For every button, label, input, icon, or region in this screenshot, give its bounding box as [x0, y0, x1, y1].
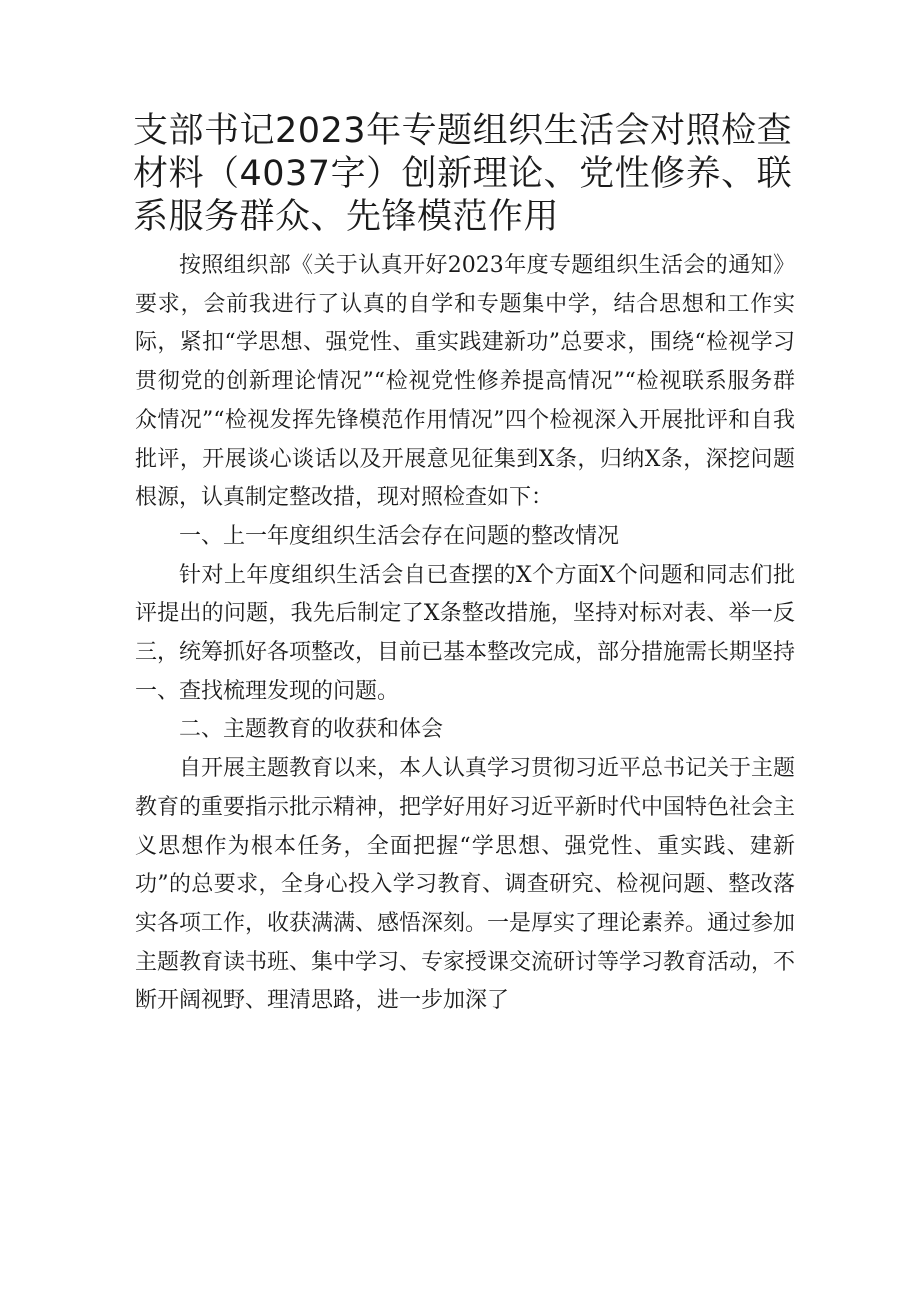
paragraph-rectification: 针对上年度组织生活会自已查摆的X个方面X个问题和同志们批评提出的问题，我先后制定了X条整改措施，坚持对标对表、举一反三，统筹抓好各项整改，目前已基本整改完成，部分措施需长期坚持一、查找梳理发现的问题。 — [135, 562, 796, 704]
section-heading-2: 二、主题教育的收获和体会 — [179, 717, 444, 743]
document-title: 支部书记2023年专题组织生活会对照检查材料（4037字）创新理论、党性修养、联系服务群众、先锋模范作用 — [133, 111, 793, 237]
paragraph-gains: 自开展主题教育以来，本人认真学习贯彻习近平总书记关于主题教育的重要指示批示精神，把学好用好习近平新时代中国特色社会主义思想作为根本任务，全面把握“学思想、强党性、重实践、建新功”的总要求，全身心投入学习教育、调查研究、检视问题、整改落实各项工作，收获满满、感悟深刻。一是厚实了理论素养。通过参加主题教育读书班、集中学习、专家授课交流研讨等学习教育活动，不断开阔视野、理清思路，进一步加深了 — [135, 756, 796, 1014]
document-body — [135, 247, 795, 1021]
section-heading-1: 一、上一年度组织生活会存在问题的整改情况 — [179, 523, 620, 549]
paragraph-intro: 按照组织部《关于认真开好2023年度专题组织生活会的通知》要求，会前我进行了认真的自学和专题集中学，结合思想和工作实际，紧扣“学思想、强党性、重实践建新功”总要求，围绕“检视学习贯彻党的创新理论情况”“检视党性修养提高情况”“检视联系服务群众情况”“检视发挥先锋模范作用情况”四个检视深入开展批评和自我批评，开展谈心谈话以及开展意见征集到X条，归纳X条，深挖问题根源，认真制定整改措，现对照检查如下： — [135, 253, 795, 511]
